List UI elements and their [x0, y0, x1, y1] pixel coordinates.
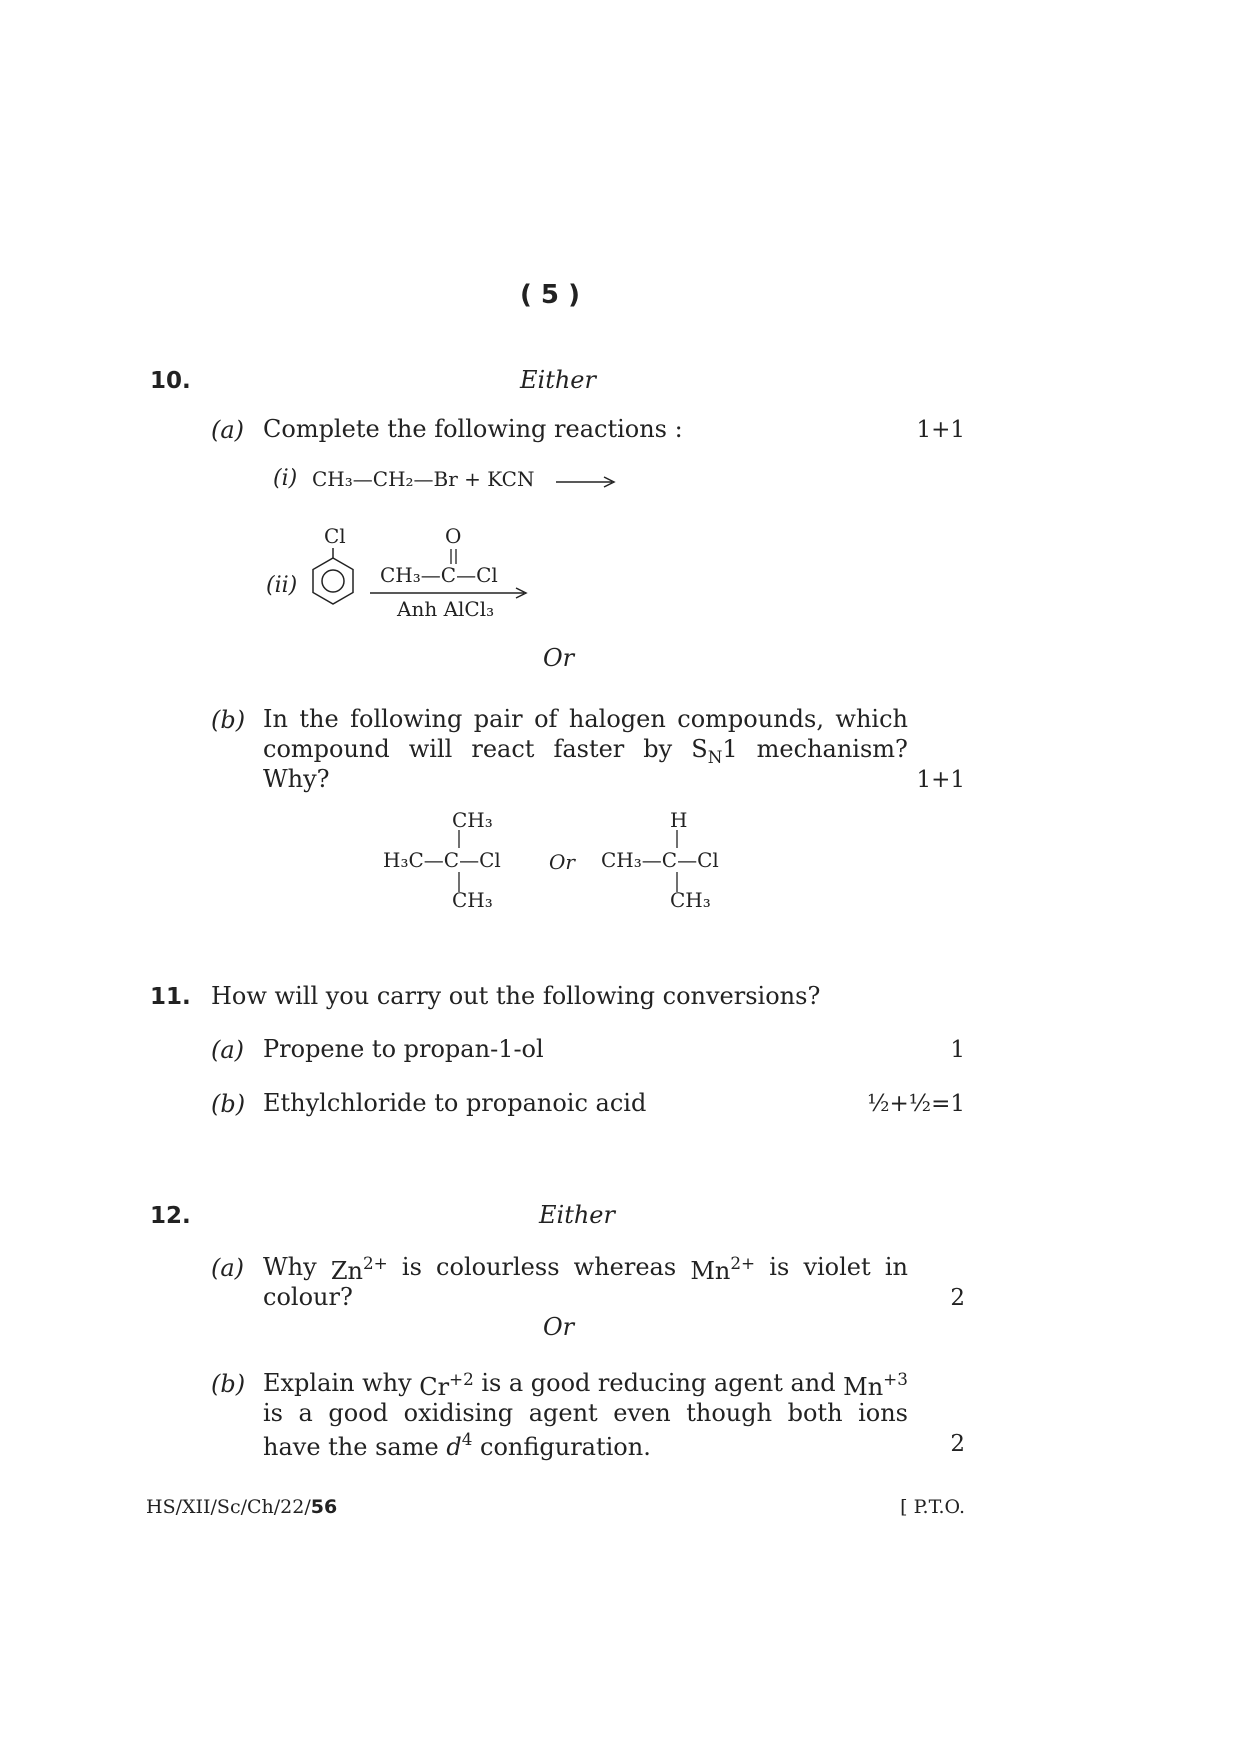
q10b-line1: In the following pair of halogen compounds, which: [263, 705, 908, 733]
q11a-text: Propene to propan-1-ol: [263, 1035, 544, 1063]
page-number: ( 5 ): [520, 280, 580, 310]
q12b-word: a: [508, 1369, 524, 1397]
mn-charge: 2+: [730, 1253, 756, 1273]
q12b-word: is: [481, 1369, 502, 1397]
compound2-bottom: CH₃: [670, 888, 711, 912]
q12a-word: is: [401, 1253, 422, 1281]
q12a-word: Why: [263, 1253, 317, 1281]
q12a-label: (a): [211, 1254, 245, 1282]
q12b-line3-post: configuration.: [480, 1433, 651, 1462]
footer-code-number: 56: [310, 1496, 338, 1518]
q10b-label: (b): [211, 706, 246, 734]
q10a-i-reaction: CH₃—CH₂—Br + KCN: [312, 467, 535, 491]
or-label-q12: Or: [543, 1313, 575, 1341]
d-orbital: d: [446, 1433, 462, 1462]
mn-ion: $Mn^{2+}$: [690, 1253, 756, 1286]
q12b-word: and: [790, 1369, 836, 1397]
q12b-word: agent: [713, 1369, 783, 1397]
q10a-marks: 1+1: [916, 417, 965, 443]
compound1-top: CH₃: [452, 808, 493, 832]
q10b-line2-word: faster: [553, 735, 625, 763]
q10b-line2-word: compound: [263, 735, 390, 763]
carbonyl-oxygen: O: [445, 524, 462, 548]
q11b-marks: ½+½=1: [867, 1091, 965, 1117]
q10b-line2-word: mechanism?: [756, 735, 908, 763]
either-label-q12: Either: [539, 1201, 615, 1229]
question-number-11: 11.: [150, 984, 191, 1010]
mn3-charge: +3: [883, 1369, 908, 1389]
footer-code-prefix: HS/XII/Sc/Ch/22/: [146, 1496, 311, 1518]
q12b-line2: is a good oxidising agent even though both ions: [263, 1399, 908, 1427]
q12a-word: whereas: [573, 1253, 677, 1281]
or-between-compounds: Or: [549, 850, 575, 874]
d-electron-count: 4: [461, 1429, 473, 1449]
chlorine-substituent: Cl: [324, 524, 346, 548]
or-label-q10: Or: [543, 644, 575, 672]
q12a-word: colourless: [436, 1253, 560, 1281]
cr-ion: $Cr^{+2}$: [419, 1369, 474, 1402]
q11b-text: Ethylchloride to propanoic acid: [263, 1089, 647, 1117]
zn-ion: $Zn^{2+}$: [330, 1253, 388, 1286]
q11a-label: (a): [211, 1036, 245, 1064]
q12a-line1: [263, 1253, 908, 1285]
mn3-ion: $Mn^{+3}$: [843, 1369, 908, 1402]
q10a-text: Complete the following reactions :: [263, 415, 683, 443]
q10b-line2: [263, 735, 908, 767]
q10b-line2-word: will: [408, 735, 453, 763]
q12b-line1: [263, 1369, 908, 1401]
q12b-word: Explain: [263, 1369, 355, 1397]
either-label-q10: Either: [520, 366, 596, 394]
q12b-marks: 2: [950, 1431, 965, 1457]
q10a-label: (a): [211, 416, 245, 444]
q10b-line2-word: react: [471, 735, 535, 763]
reagent-acetyl-chloride: CH₃—C—Cl: [380, 563, 498, 587]
zn-charge: 2+: [362, 1253, 388, 1273]
compound2-chain: CH₃—C—Cl: [601, 848, 719, 872]
pto-label: [ P.T.O.: [900, 1496, 965, 1518]
cr-charge: +2: [449, 1369, 474, 1389]
compound1-chain: H₃C—C—Cl: [383, 848, 501, 872]
q10b-marks: 1+1: [916, 767, 965, 793]
q12a-marks: 2: [950, 1285, 965, 1311]
q11a-marks: 1: [950, 1037, 965, 1063]
q10a-ii-label: (ii): [266, 573, 298, 598]
q12a-line2: colour?: [263, 1283, 353, 1311]
footer-code: [146, 1496, 337, 1518]
question-number-12: 12.: [150, 1203, 191, 1229]
q10b-line2-word: by: [643, 735, 673, 763]
question-number-10: 10.: [150, 368, 191, 394]
q11-text: How will you carry out the following conversions?: [211, 982, 821, 1010]
q12a-word: in: [884, 1253, 908, 1281]
catalyst-alcl3: Anh AlCl₃: [397, 597, 495, 621]
compound1-bottom: CH₃: [452, 888, 493, 912]
q10b-line3: Why?: [263, 765, 330, 793]
q12b-word: why: [362, 1369, 412, 1397]
q12b-line3-pre: have the same: [263, 1433, 439, 1462]
q12b-line3: [263, 1429, 651, 1461]
q12b-label: (b): [211, 1370, 246, 1398]
compound2-top: H: [670, 808, 688, 832]
q12b-word: good: [530, 1369, 591, 1397]
q12a-word: is: [769, 1253, 790, 1281]
sn1-term: $S_N1$: [691, 735, 738, 767]
q12a-word: violet: [803, 1253, 871, 1281]
q10a-i-label: (i): [273, 466, 298, 491]
q12b-word: reducing: [597, 1369, 707, 1397]
q11b-label: (b): [211, 1090, 246, 1118]
reaction-arrow-i: [554, 474, 618, 490]
chlorobenzene-ring: [308, 548, 358, 608]
